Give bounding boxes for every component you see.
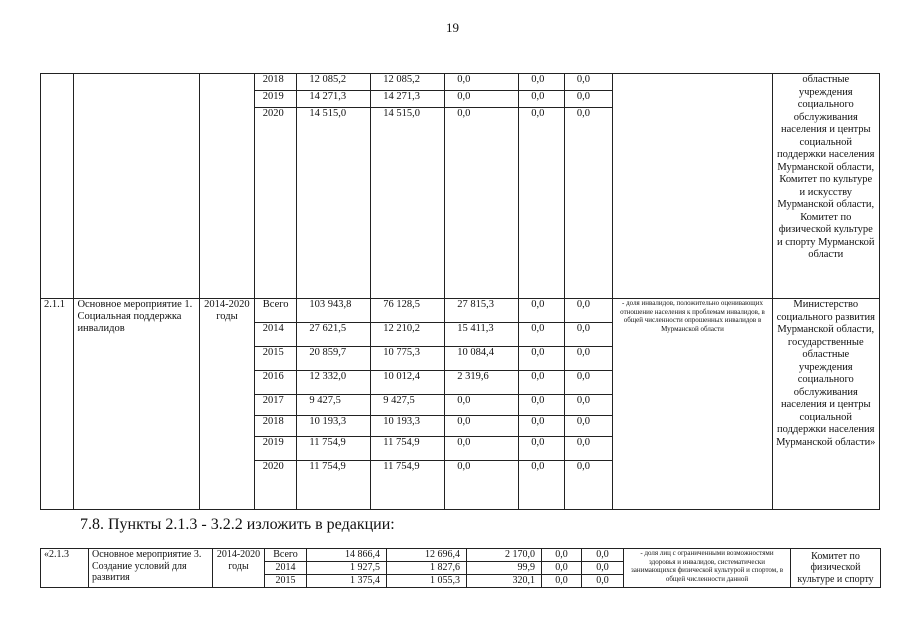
year-cell: 2019	[254, 437, 297, 461]
budget-cell: 15 411,3	[445, 323, 519, 347]
indicator-cell-empty	[613, 74, 772, 299]
budget-cell: 0,0	[542, 562, 582, 575]
budget-cell: 0,0	[519, 347, 565, 371]
budget-cell: 0,0	[582, 575, 624, 588]
budget-cell: 0,0	[519, 371, 565, 395]
responsible-org-cell: Министерство социального развития Мурманской области, государственные областные учреждения социального обслуживания населения и центры социальной поддержки населения Мурманской области»	[772, 299, 879, 510]
budget-cell: 0,0	[564, 371, 613, 395]
budget-cell: 0,0	[542, 575, 582, 588]
program-table-new	[40, 548, 881, 588]
budget-cell: 0,0	[445, 416, 519, 437]
budget-cell: 0,0	[519, 108, 565, 299]
budget-cell: 99,9	[467, 562, 542, 575]
page-number: 19	[446, 20, 459, 35]
table-row	[41, 299, 880, 323]
year-cell: 2015	[265, 575, 307, 588]
budget-cell: 0,0	[445, 395, 519, 416]
year-cell: Всего	[265, 549, 307, 562]
budget-cell: 14 515,0	[371, 108, 445, 299]
budget-cell: 27 815,3	[445, 299, 519, 323]
code-cell-empty	[41, 74, 74, 299]
item-name: Основное мероприятие 1. Социальная поддержка инвалидов	[74, 299, 200, 510]
budget-cell: 0,0	[582, 562, 624, 575]
budget-cell: 0,0	[564, 299, 613, 323]
budget-cell: 0,0	[445, 437, 519, 461]
budget-cell: 0,0	[445, 108, 519, 299]
budget-cell: 10 193,3	[371, 416, 445, 437]
responsible-org-cell: областные учреждения социального обслуживания населения и центры социальной поддержки населения Мурманской области, Комитет по культуре и искусству Мурманской области, Комитет по физической культуре и спорту Мурманской области	[772, 74, 879, 299]
budget-cell: 0,0	[445, 74, 519, 91]
table-row	[41, 74, 880, 91]
total-cell: 1 375,4	[307, 575, 387, 588]
item-code: 2.1.1	[41, 299, 74, 510]
year-cell: 2018	[254, 416, 297, 437]
item-period: 2014-2020 годы	[213, 549, 265, 588]
budget-cell: 0,0	[564, 347, 613, 371]
year-cell: 2018	[254, 74, 297, 91]
year-cell: 2014	[254, 323, 297, 347]
budget-cell: 0,0	[564, 323, 613, 347]
year-cell: Всего	[254, 299, 297, 323]
year-cell: 2019	[254, 91, 297, 108]
budget-cell: 0,0	[582, 549, 624, 562]
total-cell: 14 515,0	[297, 108, 371, 299]
budget-cell: 0,0	[519, 74, 565, 91]
budget-cell: 0,0	[564, 74, 613, 91]
budget-cell: 11 754,9	[371, 437, 445, 461]
budget-cell: 0,0	[564, 416, 613, 437]
budget-cell: 0,0	[519, 461, 565, 510]
budget-cell: 11 754,9	[371, 461, 445, 510]
budget-cell: 320,1	[467, 575, 542, 588]
total-cell: 11 754,9	[297, 461, 371, 510]
total-cell: 14 271,3	[297, 91, 371, 108]
total-cell: 1 927,5	[307, 562, 387, 575]
budget-cell: 10 775,3	[371, 347, 445, 371]
budget-cell: 0,0	[542, 549, 582, 562]
total-cell: 9 427,5	[297, 395, 371, 416]
budget-cell: 10 012,4	[371, 371, 445, 395]
year-cell: 2017	[254, 395, 297, 416]
budget-cell: 0,0	[519, 416, 565, 437]
budget-cell: 9 427,5	[371, 395, 445, 416]
year-cell: 2020	[254, 108, 297, 299]
name-cell-empty	[74, 74, 200, 299]
total-cell: 14 866,4	[307, 549, 387, 562]
budget-cell: 0,0	[519, 299, 565, 323]
budget-cell: 0,0	[519, 437, 565, 461]
budget-cell: 76 128,5	[371, 299, 445, 323]
budget-cell: 10 084,4	[445, 347, 519, 371]
total-cell: 27 621,5	[297, 323, 371, 347]
budget-cell: 0,0	[564, 437, 613, 461]
table-row	[41, 549, 881, 562]
budget-cell: 12 210,2	[371, 323, 445, 347]
total-cell: 10 193,3	[297, 416, 371, 437]
budget-cell: 12 696,4	[387, 549, 467, 562]
budget-cell: 2 319,6	[445, 371, 519, 395]
year-cell: 2016	[254, 371, 297, 395]
budget-cell: 0,0	[519, 323, 565, 347]
period-cell-empty	[200, 74, 255, 299]
budget-cell: 2 170,0	[467, 549, 542, 562]
budget-cell: 0,0	[564, 461, 613, 510]
total-cell: 12 085,2	[297, 74, 371, 91]
total-cell: 20 859,7	[297, 347, 371, 371]
budget-cell: 14 271,3	[371, 91, 445, 108]
budget-cell: 0,0	[519, 395, 565, 416]
item-name: Основное мероприятие 3. Создание условий для развития	[89, 549, 213, 588]
budget-cell: 0,0	[519, 91, 565, 108]
year-cell: 2014	[265, 562, 307, 575]
budget-cell: 0,0	[445, 461, 519, 510]
budget-cell: 0,0	[445, 91, 519, 108]
total-cell: 103 943,8	[297, 299, 371, 323]
total-cell: 12 332,0	[297, 371, 371, 395]
budget-cell: 0,0	[564, 91, 613, 108]
budget-cell: 12 085,2	[371, 74, 445, 91]
budget-cell: 0,0	[564, 108, 613, 299]
year-cell: 2015	[254, 347, 297, 371]
item-code: «2.1.3	[41, 549, 89, 588]
total-cell: 11 754,9	[297, 437, 371, 461]
budget-cell: 0,0	[564, 395, 613, 416]
program-table-continued	[40, 73, 880, 510]
year-cell: 2020	[254, 461, 297, 510]
section-heading: 7.8. Пункты 2.1.3 - 3.2.2 изложить в редакции:	[80, 516, 395, 533]
budget-cell: 1 055,3	[387, 575, 467, 588]
indicator-cell: - доля инвалидов, положительно оценивающих отношение населения к проблемам инвалидов, в общей численности опрошенных инвалидов в Мурманской области	[613, 299, 772, 510]
indicator-cell: - доля лиц с ограниченными возможностями здоровья и инвалидов, систематически занимающихся физической культурой и спортом, в общей численности данной	[624, 549, 791, 588]
budget-cell: 1 827,6	[387, 562, 467, 575]
item-period: 2014-2020 годы	[200, 299, 255, 510]
responsible-org-cell: Комитет по физической культуре и спорту	[791, 549, 881, 588]
